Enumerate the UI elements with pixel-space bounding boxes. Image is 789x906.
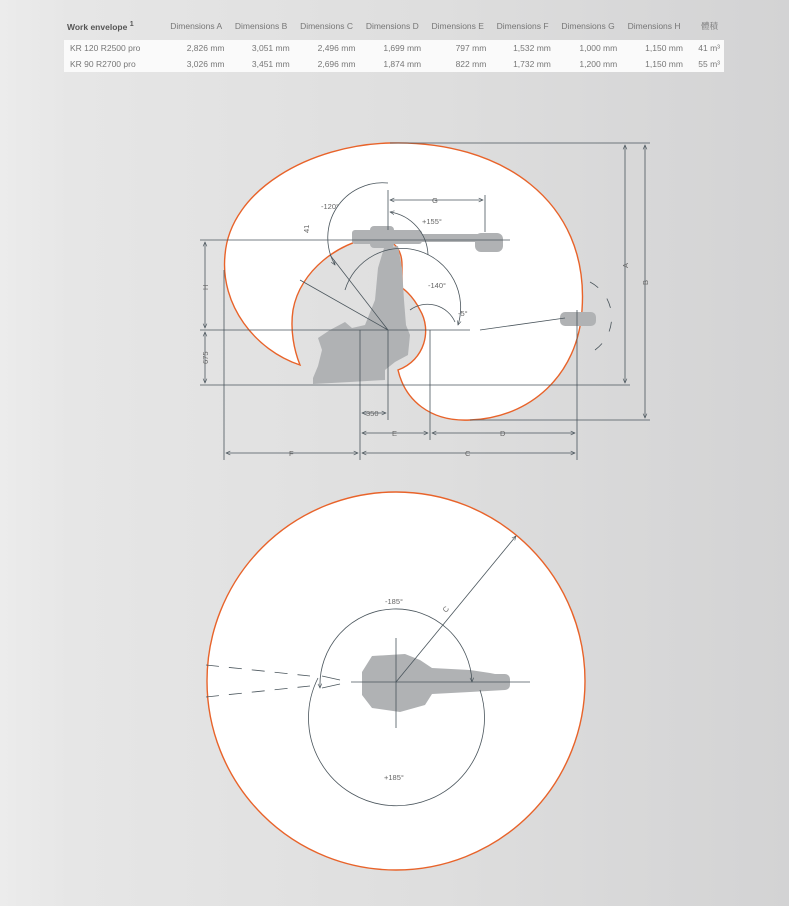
- dim-label-c: C: [465, 449, 471, 458]
- angle-label: -5°: [458, 309, 468, 318]
- model-cell: KR 90 R2700 pro: [70, 59, 136, 69]
- side-view-diagram: [200, 143, 650, 460]
- col-header: Dimensions B: [234, 21, 288, 31]
- col-header: Dimensions E: [431, 21, 484, 31]
- side-envelope: [225, 143, 583, 420]
- col-header: Dimensions G: [561, 21, 615, 31]
- table-cell: 1,732 mm: [513, 59, 551, 69]
- table-cell: 3,451 mm: [251, 59, 290, 69]
- dim-label-h: H: [201, 284, 210, 290]
- table-cell: 1,532 mm: [513, 43, 551, 53]
- dim-label-g: G: [432, 196, 438, 205]
- col-header: Dimensions C: [300, 21, 353, 31]
- angle-label: -120°: [321, 202, 340, 211]
- dim-label-e: E: [392, 429, 398, 438]
- table-cell: 2,696 mm: [317, 59, 356, 69]
- dim-label-a: A: [621, 262, 630, 268]
- table-cell: 2,496 mm: [317, 43, 356, 53]
- table-cell: 1,699 mm: [383, 43, 422, 53]
- col-header: Dimensions H: [627, 21, 681, 31]
- table-cell: 3,026 mm: [186, 59, 225, 69]
- table-cell: 1,150 mm: [645, 59, 683, 69]
- angle-label: -185°: [385, 597, 404, 606]
- angle-label: +155°: [422, 217, 442, 226]
- col-header: Dimensions A: [170, 21, 223, 31]
- table-cell: 1,000 mm: [579, 43, 618, 53]
- col-header: Dimensions F: [496, 21, 549, 31]
- radius-label-c: C: [440, 604, 452, 615]
- table-cell: 1,150 mm: [645, 43, 683, 53]
- table-title-text: Work envelope: [67, 21, 128, 32]
- table-cell: 822 mm: [455, 59, 487, 69]
- dim-label-d: D: [500, 429, 506, 438]
- table-cell: 2,826 mm: [186, 43, 225, 53]
- table-cell: 797 mm: [455, 43, 487, 53]
- col-header-volume: 體積: [700, 21, 718, 31]
- dim-label-b: B: [641, 279, 650, 285]
- table-cell: 3,051 mm: [251, 43, 290, 53]
- table-title-footnote: 1: [129, 20, 134, 29]
- volume-cell: 41 m³: [698, 43, 720, 53]
- angle-label: -140°: [428, 281, 447, 290]
- dim-label-f: F: [289, 449, 294, 458]
- table-cell: 1,874 mm: [383, 59, 422, 69]
- volume-cell: 55 m³: [698, 59, 720, 69]
- dim-label-675: 675: [201, 351, 210, 364]
- dim-label-41: 41: [302, 224, 311, 233]
- top-view-diagram: [206, 492, 585, 870]
- table-cell: 1,200 mm: [579, 59, 618, 69]
- model-cell: KR 120 R2500 pro: [70, 43, 141, 53]
- angle-label: +185°: [384, 773, 404, 782]
- col-header: Dimensions D: [365, 21, 419, 31]
- dim-label-350: 350: [366, 409, 379, 418]
